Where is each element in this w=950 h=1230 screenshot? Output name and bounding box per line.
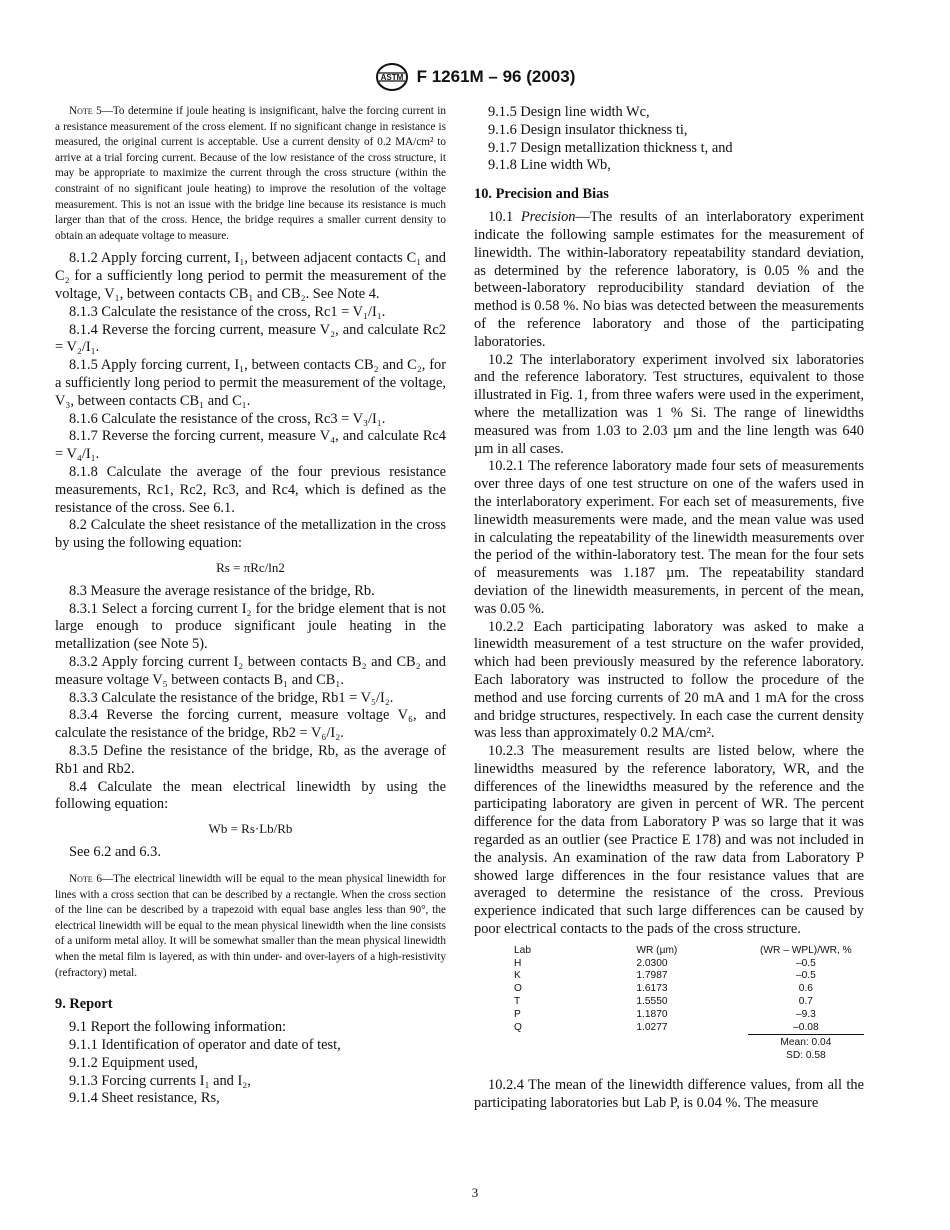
table-cell: P (514, 1008, 521, 1020)
para-10-2-1: 10.2.1 The reference laboratory made four sets of measurements over three days of one test structure on one of the wafers used in the interlaboratory experiment. For each set of measurements, five linewidth measurements were made, and the mean value was used in calculating the repeatability of the linewidth measurements over the period of the within-laboratory test. The mean for the four sets of measurements was 1.187 µm. The repeatability standard deviation of the linewidth measurements, in percent of the mean, was 0.05 %. (474, 458, 864, 617)
para-9-1: 9.1 Report the following information: (69, 1019, 287, 1036)
para-8-1-8: 8.1.8 Calculate the average of the four previous resistance measurements, Rc1, Rc2, Rc3, and Rc4, which is defined as the resistance of the cross. See 6.1. (55, 463, 446, 516)
note-5: Note 5—To determine if joule heating is insignificant, halve the forcing current in a resistance measurement of the cross element. If no significant change in resistance is measured, the original current is acceptable. Use a current density of 0.2 MA/cm² to arrive at a trial forcing current. Because of the low resistance of the cross structure, it may be appropriate to maximize the current through the cross structure (within the constraint of no significant joule heating) to improve the resolution of the voltage measurement. This is not an issue with the bridge line because its resistance is much larger than that of the cross. Hence, the bridge requires a smaller current density to obtain an adequate voltage to measure. (55, 105, 446, 242)
mean-value: Mean: 0.04 (748, 1035, 864, 1050)
table-row (514, 983, 864, 996)
section-heading-precision-bias: 10. Precision and Bias (474, 186, 609, 203)
sd-value: SD: 0.58 (786, 1050, 826, 1062)
page-header (0, 62, 950, 92)
table-cell: –9.3 (795, 1008, 816, 1020)
para-9-1-3: 9.1.3 Forcing currents I₁ and I₂, (69, 1072, 251, 1089)
para-9-1-6: 9.1.6 Design insulator thickness ti, (488, 121, 688, 138)
table-summary-row (514, 1050, 864, 1063)
para-9-1-5: 9.1.5 Design line width Wc, (488, 104, 650, 120)
table-cell: 1.5550 (636, 996, 668, 1008)
para-9-1-7: 9.1.7 Design metallization thickness t, and (488, 139, 733, 156)
para-10-2: 10.2 The interlaboratory experiment involved six laboratories and the reference laboratory. Test structures, equivalent to those illustrated in Fig. 1, from three wafers were used in the experiment, where the metallization was 1 % Si. The range of linewidths measured was from 1.03 to 2.03 µm and the line length was 640 µm in all cases. (474, 351, 864, 457)
table-header-row (514, 945, 864, 958)
svg-text:ASTM: ASTM (380, 73, 403, 82)
para-8-3-2: 8.3.2 Apply forcing current I₂ between contacts B₂ and CB₂ and measure voltage V₅ between contacts B₁ and CB₁. (55, 654, 446, 688)
section-heading-report: 9. Report (55, 996, 113, 1013)
para-8-1-3: 8.1.3 Calculate the resistance of the cross, Rc1 = V₁/I₁. (69, 303, 386, 320)
table-cell: O (514, 983, 522, 995)
right-column (474, 104, 864, 1113)
para-8-1-2: 8.1.2 Apply forcing current, I₁, between adjacent contacts C₁ and C₂ for a sufficiently long period to permit the measurement of the voltage, V₁, between contacts CB₁ and CB₂. See Note 4. (55, 250, 446, 302)
table-row (514, 958, 864, 971)
table-cell: 1.1870 (636, 1008, 668, 1020)
para-8-3-3: 8.3.3 Calculate the resistance of the bridge, Rb1 = V₅/I₂. (69, 689, 394, 706)
para-8-3-1: 8.3.1 Select a forcing current I₂ for the bridge element that is not large enough to produce significant joule heating in the metallization (see Note 5). (55, 600, 446, 653)
table-row (514, 1022, 864, 1035)
table-cell: 1.7987 (636, 970, 668, 982)
column-header: WR (µm) (636, 944, 678, 956)
para-8-1-5: 8.1.5 Apply forcing current, I₁, between contacts CB₂ and C₂, for a sufficiently long period to permit the measurement of the voltage, V₃, between contacts CB₁ and C₁. (55, 357, 446, 409)
table-cell: 1.6173 (636, 983, 668, 995)
table-cell: Q (514, 1021, 522, 1033)
table-cell: T (514, 996, 521, 1008)
table-cell: –0.08 (793, 1021, 819, 1033)
see-reference: See 6.2 and 6.3. (69, 844, 161, 861)
para-9-1-1: 9.1.1 Identification of operator and date of test, (69, 1037, 341, 1053)
equation-linewidth: Wb = Rs·Lb/Rb (208, 821, 293, 837)
astm-logo-icon (375, 62, 409, 92)
results-table (514, 945, 864, 1063)
para-9-1-8: 9.1.8 Line width Wb, (488, 157, 611, 174)
note-6: Note 6—The electrical linewidth will be equal to the mean physical linewidth for lines with a cross section that can be described by a rectangle. When the cross section of the line can be described by a trapezoid with equal base angles less than 90°, the electrical linewidth will be equal to the mean physical linewidth when the line consists of a uniform metal alloy. It will be somewhat smaller than the mean physical linewidth when the metal film is layered, as with thin under- and over-layers of a high-resistivity (refractory) metal. (55, 873, 446, 979)
table-cell: 2.0300 (636, 957, 668, 969)
table-cell: 1.0277 (636, 1021, 668, 1033)
standard-code: F 1261M – 96 (2003) (416, 67, 576, 86)
table-cell: K (514, 970, 521, 982)
table-row (514, 970, 864, 983)
para-8-3: 8.3 Measure the average resistance of the bridge, Rb. (69, 582, 375, 599)
equation-sheet-resistance: Rs = πRc/ln2 (216, 559, 285, 575)
para-9-1-2: 9.1.2 Equipment used, (69, 1054, 199, 1071)
para-8-2: 8.2 Calculate the sheet resistance of the metallization in the cross by using the following equation: (55, 517, 446, 552)
table-cell: 0.6 (798, 983, 813, 995)
para-10-2-3: 10.2.3 The measurement results are listed below, where the linewidths measured by the reference laboratory, WR, and the differences of the linewidths measured by the reference and the participating laboratory are given in percent of WR. The percent difference for the data from Laboratory P was so large that it was regarded as an outlier (see Practice E 178) and was not included in the analysis. An examination of the raw data from Laboratory P showed large differences in the four resistance values that are averaged to determine the resistance of the cross. Previous experience indicated that such large differences can be caused by poor electrical contacts to the pads of the cross structure. (474, 743, 864, 938)
column-header: (WR – WPL)/WR, % (760, 944, 852, 956)
para-8-1-4: 8.1.4 Reverse the forcing current, measure V₂, and calculate Rc2 = V₂/I₁. (55, 321, 446, 356)
table-cell: –0.5 (795, 970, 816, 982)
para-8-1-7: 8.1.7 Reverse the forcing current, measure V₄, and calculate Rc4 = V₄/I₁. (55, 428, 446, 463)
left-column (55, 104, 446, 1108)
table-cell: H (514, 957, 522, 969)
para-8-3-4: 8.3.4 Reverse the forcing current, measure voltage V₆, and calculate the resistance of the bridge, Rb2 = V₆/I₂. (55, 707, 446, 742)
table-cell: –0.5 (795, 957, 816, 969)
table-summary-row (514, 1035, 864, 1050)
table-cell: 0.7 (798, 996, 813, 1008)
table-row (514, 1009, 864, 1022)
para-10-2-2: 10.2.2 Each participating laboratory was asked to make a linewidth measurement of a test structure on the wafer provided, which had been previously measured by the reference laboratory. Each laboratory was instructed to follow the procedure of the method and use forcing currents of 20 mA and 1 mA for the cross and bridge structures, respectively. In each case the current density was less than approximately 0.2 MA/cm². (474, 618, 864, 742)
page-number: 3 (471, 1185, 479, 1200)
column-header: Lab (514, 944, 531, 956)
table-row (514, 996, 864, 1009)
para-8-4: 8.4 Calculate the mean electrical linewidth by using the following equation: (55, 778, 446, 813)
para-10-2-4: 10.2.4 The mean of the linewidth difference values, from all the participating laboratories but Lab P, is 0.04 %. The measure (474, 1077, 864, 1111)
para-9-1-4: 9.1.4 Sheet resistance, Rs, (69, 1090, 220, 1107)
para-8-3-5: 8.3.5 Define the resistance of the bridge, Rb, as the average of Rb1 and Rb2. (55, 743, 446, 777)
para-8-1-6: 8.1.6 Calculate the resistance of the cross, Rc3 = V₃/I₁. (69, 410, 386, 427)
para-10-1: 10.1 Precision—The results of an interlaboratory experiment indicate the following sample estimates for the measurement of linewidth. The within-laboratory repeatability standard deviation, as determined by the reference laboratory, is 0.05 % and the between-laboratory reproducibility standard deviation of the method is 0.58 %. No bias was detected between the measurements of the reference laboratory and those of the participating laboratories. (474, 209, 864, 350)
